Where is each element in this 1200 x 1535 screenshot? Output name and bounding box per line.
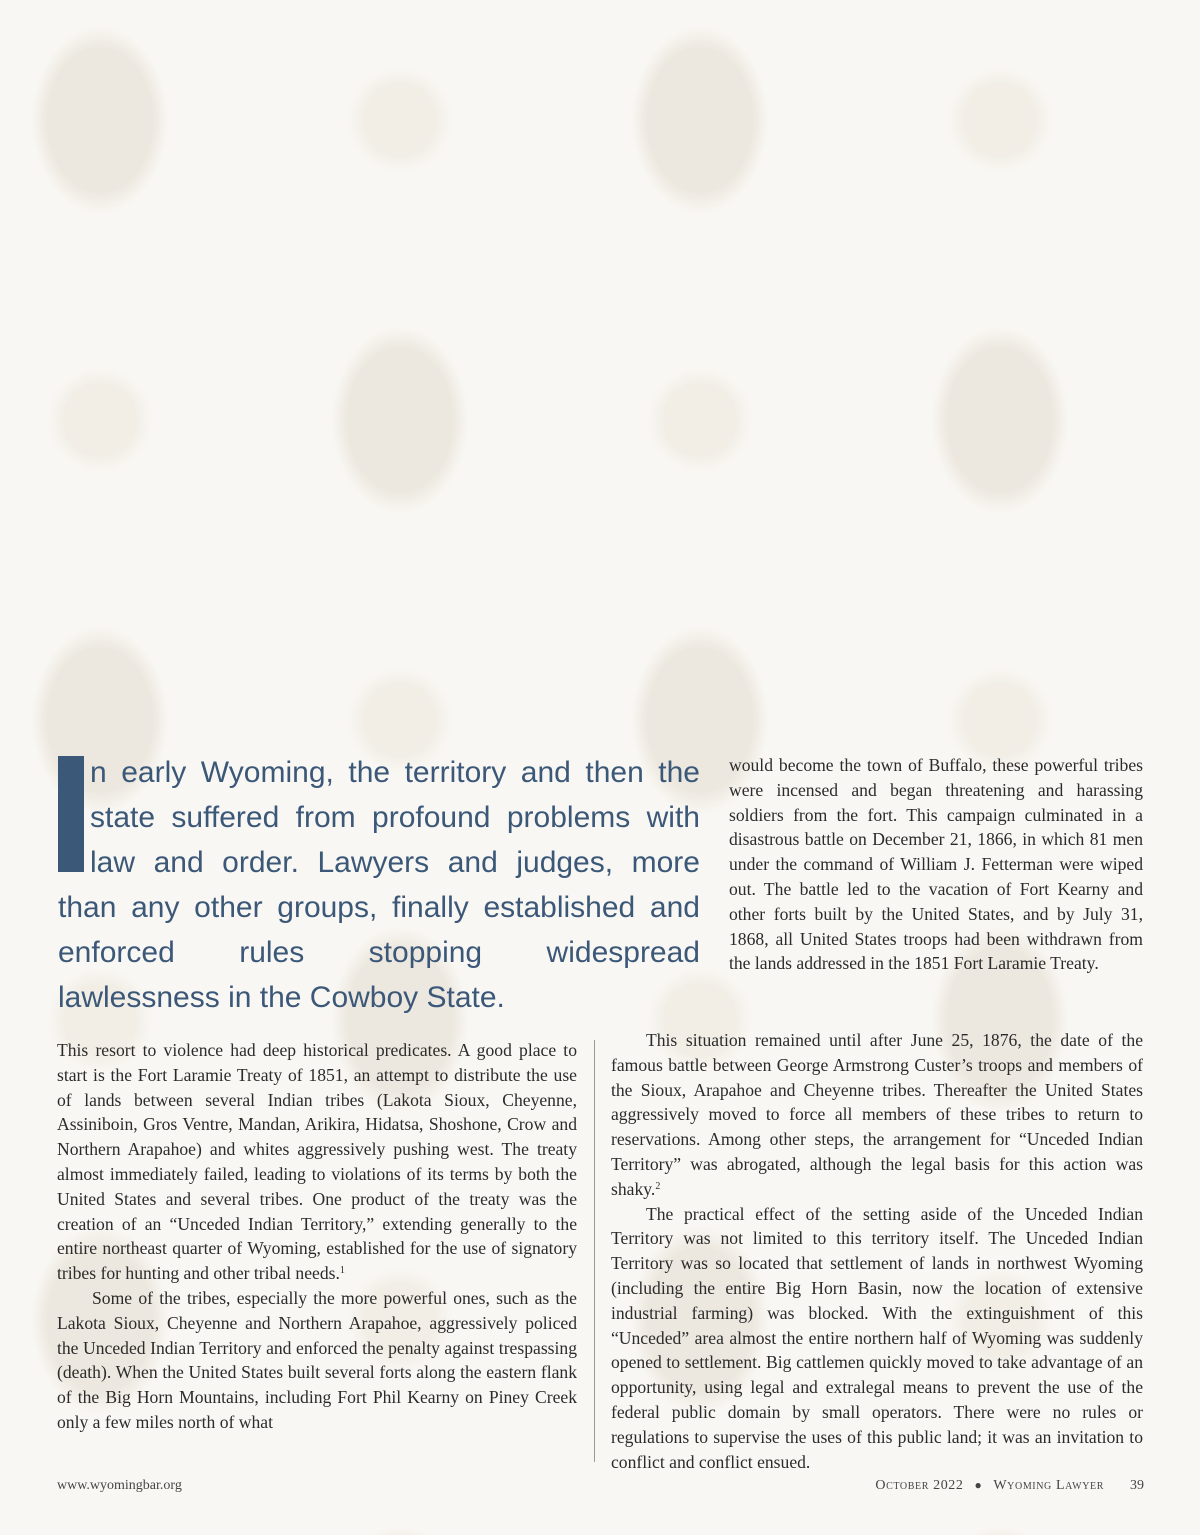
- footer-publication: Wyoming Lawyer: [993, 1478, 1104, 1493]
- paragraph-2: Some of the tribes, especially the more powerful ones, such as the Lakota Sioux, Cheyenne and Northern Arapahoe, aggressively policed the Unceded Indian Territory and enforced the penalty against trespassing (death). When the United States built several forts along the eastern flank of the Big Horn Mountains, including Fort Phil Kearny on Piney Creek only a few miles north of what: [57, 1287, 577, 1432]
- footer-issue: October 2022: [875, 1478, 964, 1493]
- column-divider: [594, 1040, 595, 1462]
- paragraph-4: The practical effect of the setting aside of the Unceded Indian Territory was not limited to this territory itself. The Unceded Indian Territory was so located that settlement of lands in northwest Wyoming (including the entire Big Horn Basin, now the location of extensive industrial farming) was blocked. With the extinguishment of this “Unceded” area almost the entire northern half of Wyoming was suddenly opened to settlement. Big cattlemen quickly moved to take advantage of an opportunity, using legal and extralegal means to prevent the use of the federal public domain by small operators. There were no rules or regulations to supervise the uses of this public land; it was an invitation to conflict and conflict ensued.: [611, 1203, 1143, 1472]
- paragraph-3: [611, 1028, 1143, 1202]
- article-column-right-top: [729, 753, 1143, 976]
- article-column-left: [57, 1038, 577, 1435]
- page-number: 39: [1130, 1478, 1144, 1493]
- drop-cap: [58, 756, 84, 872]
- pull-quote: [58, 750, 700, 1020]
- paragraph-1-text: This resort to violence had deep historical predicates. A good place to start is the Fort Laramie Treaty of 1851, an attempt to distribute the use of lands between several Indian tribes (Lakota Sioux, Cheyenne, Assiniboin, Gros Ventre, Mandan, Arikira, Hidatsa, Shoshone, Crow and Northern Arapahoe) and whites aggressively pushing west. The treaty almost immediately failed, leading to violations of its terms by both the United States and several tribes. One product of the treaty was the creation of an “Unceded Indian Territory,” extending generally to the entire northeast quarter of Wyoming, established for the use of signatory tribes for hunting and other tribal needs.: [57, 1040, 577, 1284]
- paragraph-1: [57, 1038, 577, 1286]
- pull-quote-text: n early Wyoming, the territory and then the state suffered from profound problems with law and order. Lawyers and judges, more than any other groups, finally established and enforced rules stopping widespread lawlessness in the Cowboy State.: [58, 756, 700, 1014]
- paragraph-2-continued: would become the town of Buffalo, these powerful tribes were incensed and began threatening and harassing soldiers from the fort. This campaign culminated in a disastrous battle on December 21, 1866, in which 81 men under the command of William J. Fetterman were wiped out. The battle led to the vacation of Fort Kearny and other forts built by the United States, and by July 31, 1868, all United States troops had been withdrawn from the lands addressed in the 1851 Fort Laramie Treaty.: [729, 755, 1143, 974]
- article-column-right: [611, 1028, 1143, 1474]
- paragraph-3-text: This situation remained until after June 25, 1876, the date of the famous battle between George Armstrong Custer’s troops and members of the Sioux, Arapahoe and Cheyenne tribes. Thereafter the United States aggressively moved to force all members of these tribes to return to reservations. Among other steps, the arrangement for “Unceded Indian Territory” was abrogated, although the legal basis for this action was shaky.: [611, 1030, 1143, 1199]
- bullet-separator: ●: [974, 1478, 983, 1492]
- footnote-ref-1[interactable]: 1: [339, 1265, 345, 1277]
- footer-website[interactable]: www.wyomingbar.org: [57, 1478, 182, 1493]
- footer-issue-info: [875, 1478, 1144, 1494]
- drop-cap-letter: [58, 756, 84, 872]
- footnote-ref-2[interactable]: 2: [655, 1180, 661, 1192]
